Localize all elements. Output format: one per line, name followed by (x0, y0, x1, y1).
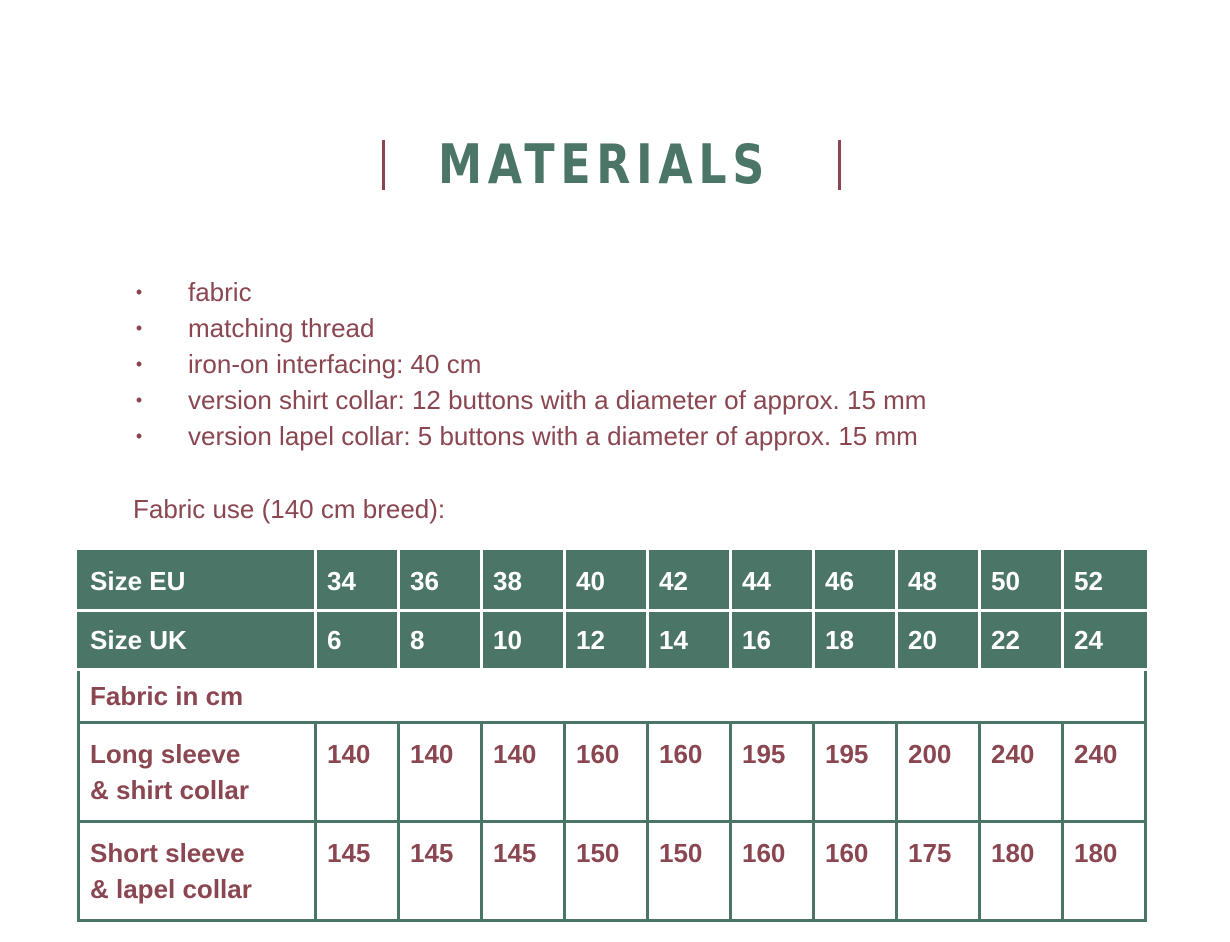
size-uk-cell: 10 (482, 611, 565, 670)
short-sleeve-cell: 150 (648, 822, 731, 921)
title-right-rule (838, 140, 841, 190)
size-uk-cell: 22 (980, 611, 1063, 670)
long-sleeve-row (79, 723, 1146, 822)
short-sleeve-cell: 175 (897, 822, 980, 921)
bullet-icon: • (135, 282, 143, 302)
size-eu-cell: 42 (648, 552, 731, 611)
long-sleeve-cell: 200 (897, 723, 980, 822)
long-sleeve-cell: 140 (482, 723, 565, 822)
size-eu-cell: 44 (731, 552, 814, 611)
list-item-text: iron-on interfacing: 40 cm (188, 349, 482, 379)
size-uk-cell: 20 (897, 611, 980, 670)
list-item (132, 274, 926, 310)
title-left-rule (382, 140, 385, 190)
fabric-section-row (79, 670, 1146, 723)
long-sleeve-cell: 140 (316, 723, 399, 822)
size-uk-label: Size UK (79, 611, 316, 670)
size-eu-label: Size EU (79, 552, 316, 611)
short-sleeve-label-line1: Short sleeve (90, 838, 245, 868)
size-eu-cell: 48 (897, 552, 980, 611)
long-sleeve-cell: 195 (814, 723, 897, 822)
long-sleeve-label-line2: & shirt collar (90, 775, 249, 805)
size-uk-cell: 8 (399, 611, 482, 670)
size-uk-cell: 12 (565, 611, 648, 670)
size-eu-cell: 46 (814, 552, 897, 611)
size-eu-cell: 52 (1063, 552, 1146, 611)
size-uk-cell: 18 (814, 611, 897, 670)
fabric-use-heading: Fabric use (140 cm breed): (133, 494, 446, 524)
short-sleeve-cell: 150 (565, 822, 648, 921)
bullet-icon: • (135, 390, 143, 410)
long-sleeve-cell: 160 (565, 723, 648, 822)
list-item (132, 382, 926, 418)
size-uk-cell: 14 (648, 611, 731, 670)
materials-list (132, 274, 926, 454)
long-sleeve-cell: 240 (980, 723, 1063, 822)
list-item-text: version lapel collar: 5 buttons with a diameter of approx. 15 mm (188, 421, 918, 451)
long-sleeve-cell: 160 (648, 723, 731, 822)
list-item-text: fabric (188, 277, 252, 307)
list-item-text: version shirt collar: 12 buttons with a diameter of approx. 15 mm (188, 385, 927, 415)
title-bar (0, 132, 1230, 202)
list-item (132, 346, 926, 382)
short-sleeve-cell: 145 (482, 822, 565, 921)
size-eu-cell: 34 (316, 552, 399, 611)
size-uk-cell: 24 (1063, 611, 1146, 670)
size-eu-row (79, 552, 1146, 611)
long-sleeve-cell: 140 (399, 723, 482, 822)
long-sleeve-cell: 195 (731, 723, 814, 822)
fabric-use-table (77, 550, 1147, 922)
short-sleeve-cell: 145 (316, 822, 399, 921)
page-title: MATERIALS (438, 133, 770, 196)
bullet-icon: • (135, 318, 143, 338)
short-sleeve-cell: 180 (980, 822, 1063, 921)
bullet-icon: • (135, 426, 143, 446)
short-sleeve-label-line2: & lapel collar (90, 874, 252, 904)
short-sleeve-cell: 160 (814, 822, 897, 921)
long-sleeve-label-line1: Long sleeve (90, 739, 241, 769)
size-eu-cell: 40 (565, 552, 648, 611)
size-uk-cell: 6 (316, 611, 399, 670)
size-uk-row (79, 611, 1146, 670)
list-item (132, 310, 926, 346)
list-item-text: matching thread (188, 313, 375, 343)
short-sleeve-row (79, 822, 1146, 921)
size-eu-cell: 50 (980, 552, 1063, 611)
fabric-section-label: Fabric in cm (79, 670, 1146, 723)
size-uk-cell: 16 (731, 611, 814, 670)
short-sleeve-cell: 160 (731, 822, 814, 921)
long-sleeve-label (79, 723, 316, 822)
short-sleeve-cell: 180 (1063, 822, 1146, 921)
size-eu-cell: 38 (482, 552, 565, 611)
list-item (132, 418, 926, 454)
short-sleeve-cell: 145 (399, 822, 482, 921)
short-sleeve-label (79, 822, 316, 921)
long-sleeve-cell: 240 (1063, 723, 1146, 822)
size-eu-cell: 36 (399, 552, 482, 611)
bullet-icon: • (135, 354, 143, 374)
